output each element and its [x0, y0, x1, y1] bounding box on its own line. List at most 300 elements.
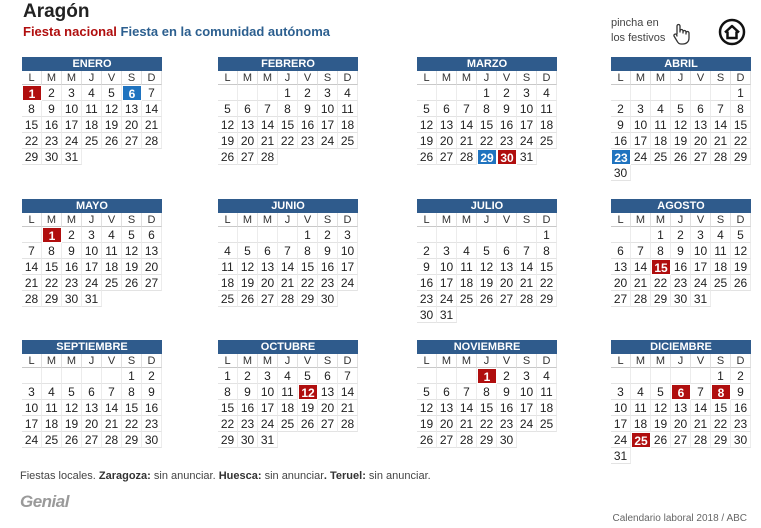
day-cell: 26: [298, 416, 318, 432]
empty-day: [62, 368, 82, 384]
day-cell: 10: [22, 400, 42, 416]
day-cell: 17: [258, 400, 278, 416]
weekday-label: M: [62, 354, 82, 368]
day-cell: 23: [298, 133, 318, 149]
day-cell: 5: [651, 384, 671, 400]
day-cell: 21: [338, 400, 358, 416]
weekday-label: D: [142, 354, 162, 368]
day-cell: 21: [278, 275, 298, 291]
day-cell: 23: [671, 275, 691, 291]
day-cell: 16: [42, 117, 62, 133]
day-cell: 19: [477, 275, 497, 291]
day-cell: 12: [102, 101, 122, 117]
day-cell: 7: [102, 384, 122, 400]
empty-day: [671, 85, 691, 101]
weekday-label: M: [258, 213, 278, 227]
day-cell: 18: [537, 117, 557, 133]
day-cell: 5: [671, 101, 691, 117]
day-cell: 2: [731, 368, 751, 384]
weekday-label: D: [731, 354, 751, 368]
day-cell: 6: [82, 384, 102, 400]
day-cell: 16: [62, 259, 82, 275]
day-cell: 6: [318, 368, 338, 384]
weekday-label: L: [611, 213, 631, 227]
day-cell: 25: [278, 416, 298, 432]
day-cell: 29: [122, 432, 142, 448]
month-title: MAYO: [22, 199, 162, 213]
day-cell: 19: [671, 133, 691, 149]
day-cell: 14: [711, 117, 731, 133]
day-cell: 18: [537, 400, 557, 416]
day-cell: 3: [611, 384, 631, 400]
regional-holiday-day[interactable]: 23: [611, 149, 631, 165]
day-cell: 31: [611, 448, 631, 464]
day-cell: 29: [651, 291, 671, 307]
day-cell: 25: [218, 291, 238, 307]
day-cell: 26: [238, 291, 258, 307]
weekday-label: V: [497, 354, 517, 368]
day-cell: 11: [218, 259, 238, 275]
weekday-label: M: [651, 354, 671, 368]
day-cell: 20: [82, 416, 102, 432]
day-cell: 27: [318, 416, 338, 432]
day-cell: 12: [671, 117, 691, 133]
day-cell: 21: [691, 416, 711, 432]
day-cell: 23: [42, 133, 62, 149]
day-cell: 7: [278, 243, 298, 259]
day-cell: 28: [278, 291, 298, 307]
day-cell: 22: [537, 275, 557, 291]
day-cell: 14: [691, 400, 711, 416]
day-cell: 30: [42, 149, 62, 165]
day-cell: 14: [258, 117, 278, 133]
weekday-label: L: [218, 71, 238, 85]
day-cell: 9: [42, 101, 62, 117]
regional-holiday-day[interactable]: 29: [477, 149, 497, 165]
day-cell: 28: [258, 149, 278, 165]
empty-day: [82, 368, 102, 384]
day-cell: 11: [42, 400, 62, 416]
day-cell: 5: [102, 85, 122, 101]
empty-day: [671, 368, 691, 384]
day-cell: 3: [22, 384, 42, 400]
day-cell: 17: [22, 416, 42, 432]
day-cell: 14: [22, 259, 42, 275]
month-title: FEBRERO: [218, 57, 358, 71]
day-cell: 3: [437, 243, 457, 259]
day-cell: 28: [22, 291, 42, 307]
day-cell: 27: [122, 133, 142, 149]
day-cell: 15: [218, 400, 238, 416]
day-cell: 3: [517, 368, 537, 384]
day-cell: 16: [497, 400, 517, 416]
weekday-label: D: [142, 71, 162, 85]
month-title: JUNIO: [218, 199, 358, 213]
day-cell: 31: [517, 149, 537, 165]
day-cell: 28: [691, 432, 711, 448]
day-cell: 9: [497, 101, 517, 117]
empty-day: [258, 227, 278, 243]
day-cell: 25: [457, 291, 477, 307]
day-cell: 4: [537, 85, 557, 101]
weekday-label: M: [457, 213, 477, 227]
day-cell: 20: [142, 259, 162, 275]
day-cell: 22: [731, 133, 751, 149]
day-cell: 29: [477, 432, 497, 448]
day-cell: 4: [218, 243, 238, 259]
empty-day: [218, 85, 238, 101]
day-cell: 4: [278, 368, 298, 384]
day-cell: 26: [218, 149, 238, 165]
regional-holiday-day[interactable]: 6: [122, 85, 142, 101]
national-holiday-day[interactable]: 1: [42, 227, 62, 243]
empty-day: [611, 227, 631, 243]
weekday-label: M: [437, 354, 457, 368]
day-cell: 25: [711, 275, 731, 291]
day-cell: 15: [42, 259, 62, 275]
day-cell: 20: [437, 133, 457, 149]
day-cell: 28: [457, 432, 477, 448]
credit: Calendario laboral 2018 / ABC: [612, 513, 747, 524]
day-cell: 18: [711, 259, 731, 275]
day-cell: 5: [238, 243, 258, 259]
day-cell: 10: [691, 243, 711, 259]
weekday-label: S: [517, 213, 537, 227]
day-cell: 15: [122, 400, 142, 416]
weekday-label: L: [611, 354, 631, 368]
day-cell: 12: [62, 400, 82, 416]
day-cell: 20: [258, 275, 278, 291]
weekday-label: D: [731, 213, 751, 227]
day-cell: 27: [82, 432, 102, 448]
day-cell: 3: [338, 227, 358, 243]
day-cell: 24: [437, 291, 457, 307]
day-cell: 22: [278, 133, 298, 149]
day-cell: 11: [631, 400, 651, 416]
day-cell: 27: [497, 291, 517, 307]
weekday-label: L: [22, 213, 42, 227]
day-cell: 24: [22, 432, 42, 448]
national-holiday-day[interactable]: 25: [631, 432, 651, 448]
day-cell: 28: [142, 133, 162, 149]
empty-day: [417, 368, 437, 384]
day-cell: 7: [457, 384, 477, 400]
day-cell: 17: [82, 259, 102, 275]
day-cell: 29: [711, 432, 731, 448]
day-cell: 13: [122, 101, 142, 117]
day-cell: 29: [22, 149, 42, 165]
day-cell: 4: [651, 101, 671, 117]
day-cell: 21: [457, 133, 477, 149]
empty-day: [477, 227, 497, 243]
empty-day: [238, 227, 258, 243]
day-cell: 27: [258, 291, 278, 307]
day-cell: 24: [691, 275, 711, 291]
weekday-label: D: [338, 354, 358, 368]
weekday-label: J: [477, 71, 497, 85]
day-cell: 26: [477, 291, 497, 307]
day-cell: 14: [631, 259, 651, 275]
weekday-label: M: [258, 354, 278, 368]
day-cell: 24: [338, 275, 358, 291]
month-title: ABRIL: [611, 57, 751, 71]
day-cell: 18: [278, 400, 298, 416]
day-cell: 20: [611, 275, 631, 291]
day-cell: 2: [497, 368, 517, 384]
day-cell: 3: [82, 227, 102, 243]
weekday-label: D: [537, 354, 557, 368]
day-cell: 2: [417, 243, 437, 259]
weekday-label: S: [711, 71, 731, 85]
empty-day: [238, 85, 258, 101]
day-cell: 11: [457, 259, 477, 275]
day-cell: 30: [238, 432, 258, 448]
day-cell: 22: [22, 133, 42, 149]
day-cell: 1: [651, 227, 671, 243]
empty-day: [437, 227, 457, 243]
day-cell: 30: [497, 432, 517, 448]
day-cell: 20: [238, 133, 258, 149]
day-cell: 26: [62, 432, 82, 448]
day-cell: 6: [437, 384, 457, 400]
day-cell: 5: [122, 227, 142, 243]
day-cell: 19: [102, 117, 122, 133]
weekday-label: J: [671, 354, 691, 368]
local-holidays-note: Fiestas locales. Zaragoza: sin anunciar. Huesca: sin anunciar. Teruel: sin anunciar.: [20, 470, 431, 482]
day-cell: 22: [651, 275, 671, 291]
day-cell: 17: [338, 259, 358, 275]
day-cell: 22: [477, 133, 497, 149]
weekday-label: M: [631, 213, 651, 227]
day-cell: 26: [651, 432, 671, 448]
day-cell: 12: [731, 243, 751, 259]
weekday-label: J: [82, 213, 102, 227]
day-cell: 21: [457, 416, 477, 432]
day-cell: 7: [631, 243, 651, 259]
empty-day: [611, 368, 631, 384]
day-cell: 30: [318, 291, 338, 307]
day-cell: 26: [417, 432, 437, 448]
month-title: JULIO: [417, 199, 557, 213]
day-cell: 15: [537, 259, 557, 275]
home-icon[interactable]: [718, 18, 746, 51]
day-cell: 26: [417, 149, 437, 165]
month-title: AGOSTO: [611, 199, 751, 213]
day-cell: 9: [238, 384, 258, 400]
day-cell: 6: [497, 243, 517, 259]
national-holiday-day[interactable]: 1: [22, 85, 42, 101]
day-cell: 22: [42, 275, 62, 291]
weekday-label: S: [122, 354, 142, 368]
weekday-label: M: [42, 213, 62, 227]
day-cell: 25: [338, 133, 358, 149]
day-cell: 24: [517, 416, 537, 432]
national-holiday-day[interactable]: 15: [651, 259, 671, 275]
day-cell: 1: [218, 368, 238, 384]
day-cell: 10: [82, 243, 102, 259]
weekday-label: J: [671, 71, 691, 85]
day-cell: 1: [537, 227, 557, 243]
day-cell: 8: [651, 243, 671, 259]
month-title: NOVIEMBRE: [417, 340, 557, 354]
day-cell: 28: [711, 149, 731, 165]
national-holiday-day[interactable]: 30: [497, 149, 517, 165]
weekday-label: M: [437, 213, 457, 227]
day-cell: 14: [517, 259, 537, 275]
day-cell: 2: [611, 101, 631, 117]
day-cell: 19: [218, 133, 238, 149]
day-cell: 27: [142, 275, 162, 291]
day-cell: 29: [298, 291, 318, 307]
weekday-label: D: [338, 213, 358, 227]
day-cell: 22: [298, 275, 318, 291]
day-cell: 11: [537, 101, 557, 117]
weekday-label: D: [537, 71, 557, 85]
day-cell: 13: [691, 117, 711, 133]
day-cell: 31: [437, 307, 457, 323]
day-cell: 5: [731, 227, 751, 243]
empty-day: [42, 368, 62, 384]
day-cell: 5: [477, 243, 497, 259]
weekday-label: J: [671, 213, 691, 227]
day-cell: 15: [477, 117, 497, 133]
weekday-label: V: [102, 354, 122, 368]
day-cell: 7: [711, 101, 731, 117]
day-cell: 7: [691, 384, 711, 400]
weekday-label: V: [691, 71, 711, 85]
day-cell: 13: [238, 117, 258, 133]
month-diciembre: [611, 340, 751, 464]
day-cell: 21: [711, 133, 731, 149]
day-cell: 17: [62, 117, 82, 133]
day-cell: 14: [457, 117, 477, 133]
day-cell: 4: [537, 368, 557, 384]
day-cell: 18: [42, 416, 62, 432]
weekday-label: S: [122, 71, 142, 85]
weekday-label: L: [218, 354, 238, 368]
day-cell: 12: [651, 400, 671, 416]
weekday-label: M: [238, 213, 258, 227]
day-cell: 11: [537, 384, 557, 400]
day-cell: 3: [62, 85, 82, 101]
weekday-label: L: [22, 71, 42, 85]
empty-day: [417, 227, 437, 243]
weekday-label: M: [258, 71, 278, 85]
day-cell: 21: [631, 275, 651, 291]
weekday-label: M: [651, 71, 671, 85]
day-cell: 20: [318, 400, 338, 416]
day-cell: 28: [457, 149, 477, 165]
month-title: ENERO: [22, 57, 162, 71]
weekday-label: M: [62, 71, 82, 85]
day-cell: 9: [142, 384, 162, 400]
empty-day: [711, 85, 731, 101]
national-holiday-day[interactable]: 1: [477, 368, 497, 384]
day-cell: 8: [477, 101, 497, 117]
day-cell: 30: [611, 165, 631, 181]
national-holiday-day[interactable]: 6: [671, 384, 691, 400]
day-cell: 10: [611, 400, 631, 416]
hint-text: pincha en los festivos: [611, 17, 666, 44]
day-cell: 5: [218, 101, 238, 117]
day-cell: 19: [417, 133, 437, 149]
empty-day: [497, 227, 517, 243]
empty-day: [631, 85, 651, 101]
day-cell: 25: [537, 416, 557, 432]
day-cell: 18: [631, 416, 651, 432]
day-cell: 22: [122, 416, 142, 432]
day-cell: 9: [497, 384, 517, 400]
day-cell: 2: [318, 227, 338, 243]
day-cell: 25: [537, 133, 557, 149]
day-cell: 11: [651, 117, 671, 133]
day-cell: 8: [731, 101, 751, 117]
day-cell: 15: [477, 400, 497, 416]
day-cell: 13: [497, 259, 517, 275]
month-abril: [611, 57, 751, 181]
day-cell: 5: [298, 368, 318, 384]
weekday-label: M: [651, 213, 671, 227]
day-cell: 24: [318, 133, 338, 149]
weekday-label: M: [238, 354, 258, 368]
empty-day: [278, 227, 298, 243]
day-cell: 16: [671, 259, 691, 275]
weekday-label: S: [711, 213, 731, 227]
day-cell: 16: [142, 400, 162, 416]
weekday-label: V: [102, 71, 122, 85]
empty-day: [631, 227, 651, 243]
month-septiembre: [22, 340, 162, 448]
weekday-label: L: [417, 354, 437, 368]
national-holiday-day[interactable]: 12: [298, 384, 318, 400]
day-cell: 24: [517, 133, 537, 149]
day-cell: 16: [611, 133, 631, 149]
day-cell: 3: [318, 85, 338, 101]
day-cell: 18: [457, 275, 477, 291]
day-cell: 4: [338, 85, 358, 101]
day-cell: 28: [102, 432, 122, 448]
weekday-label: J: [278, 354, 298, 368]
national-holiday-day[interactable]: 8: [711, 384, 731, 400]
day-cell: 6: [691, 101, 711, 117]
day-cell: 30: [62, 291, 82, 307]
legend: [23, 24, 330, 39]
day-cell: 7: [142, 85, 162, 101]
day-cell: 9: [318, 243, 338, 259]
day-cell: 15: [298, 259, 318, 275]
day-cell: 11: [338, 101, 358, 117]
day-cell: 12: [238, 259, 258, 275]
day-cell: 31: [691, 291, 711, 307]
day-cell: 17: [517, 117, 537, 133]
day-cell: 11: [102, 243, 122, 259]
weekday-label: D: [537, 213, 557, 227]
day-cell: 29: [537, 291, 557, 307]
month-junio: [218, 199, 358, 307]
day-cell: 24: [611, 432, 631, 448]
weekday-label: S: [318, 71, 338, 85]
day-cell: 27: [437, 149, 457, 165]
day-cell: 3: [691, 227, 711, 243]
month-octubre: [218, 340, 358, 448]
month-febrero: [218, 57, 358, 165]
day-cell: 24: [631, 149, 651, 165]
day-cell: 7: [338, 368, 358, 384]
page-title: Aragón: [23, 1, 90, 22]
weekday-label: S: [122, 213, 142, 227]
weekday-label: J: [477, 354, 497, 368]
day-cell: 27: [691, 149, 711, 165]
